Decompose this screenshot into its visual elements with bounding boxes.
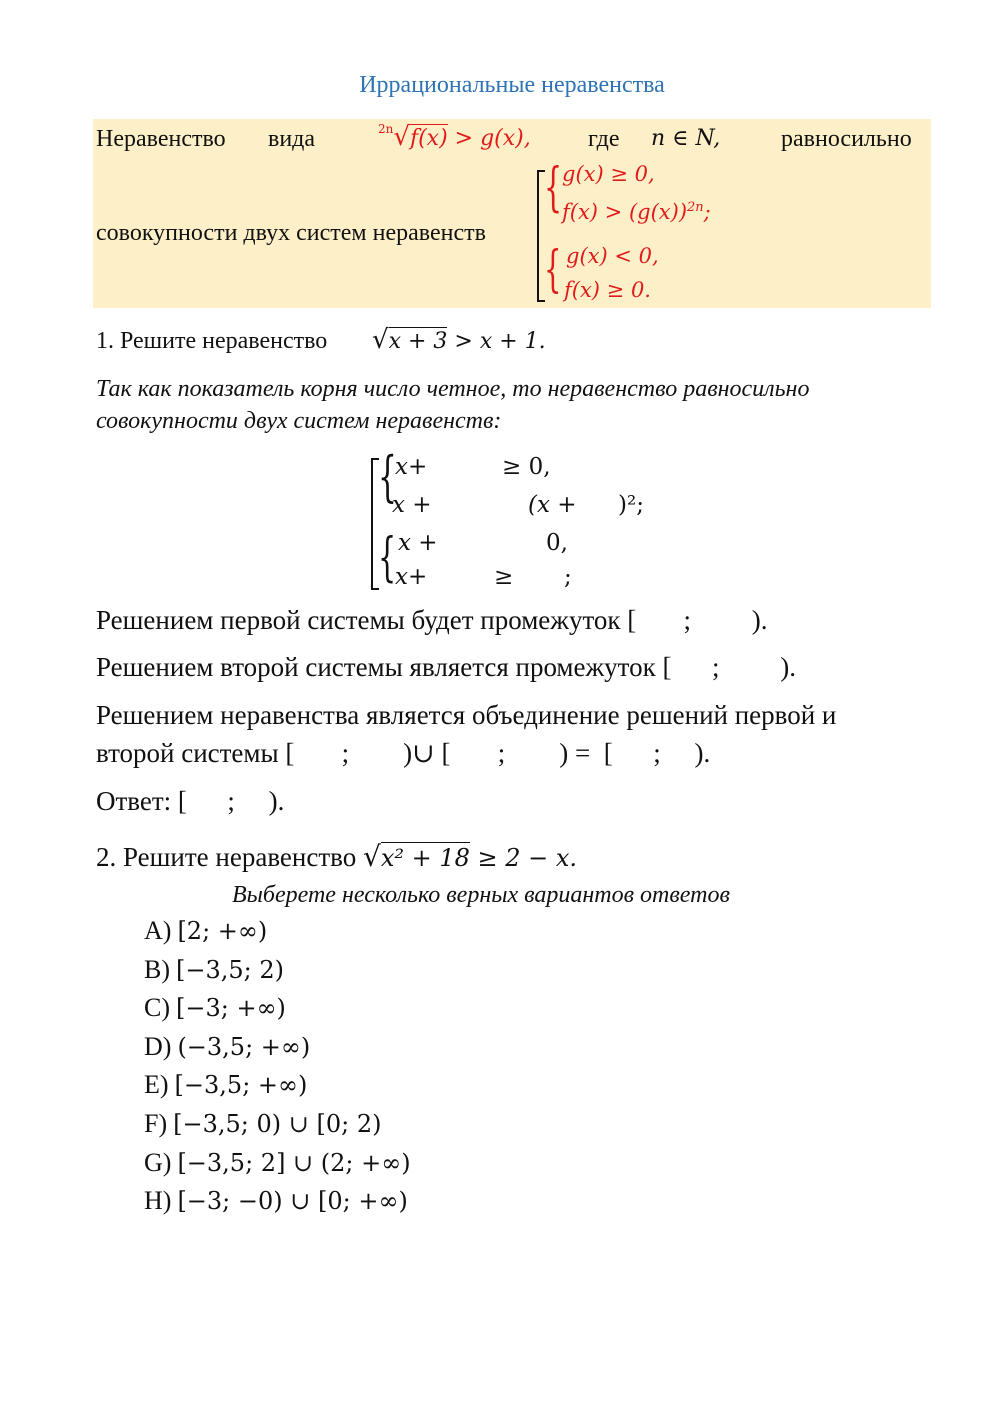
task2-prompt: 2. Решите неравенство	[96, 842, 363, 872]
task1-s1-b-2: (x +	[528, 492, 577, 518]
task1-s2-b-3: ;	[564, 564, 572, 590]
rule-sys1-b-end: ;	[703, 200, 711, 224]
rule-word-3: где	[588, 126, 620, 152]
task1-s2-b-1: x+	[395, 564, 428, 590]
answer-option-label: F)	[144, 1109, 168, 1138]
task1-solution-3-line2: второй системы [ ; )∪ [ ; ) = [ ; ).	[96, 738, 711, 768]
task2-radicand: x² + 18	[380, 844, 470, 872]
answer-option-label: B)	[144, 954, 170, 984]
answer-option[interactable]	[144, 993, 286, 1023]
task1-solution-1: Решением первой системы будет промежуток [ ; ).	[96, 605, 768, 635]
task2-heading	[96, 840, 577, 873]
root-index: 2n	[378, 121, 394, 136]
task1-s1-b-1: x +	[392, 492, 432, 518]
answer-option-value: [−3,5; 2] ∪ (2; +∞)	[177, 1148, 411, 1177]
task1-solution-3-line1: Решением неравенства является объединение решений первой и	[96, 700, 837, 730]
rule-word-1: Неравенство	[96, 126, 226, 152]
answer-option-label: H)	[144, 1186, 172, 1216]
task1-s2-b-2: ≥	[494, 564, 514, 590]
rule-word-2: вида	[268, 126, 316, 152]
task1-inequality	[372, 325, 546, 355]
answer-option-value: [−3,5; 2)	[176, 955, 284, 984]
answer-option-label: D)	[144, 1031, 172, 1061]
rule-radicand: f(x)	[409, 126, 448, 151]
answer-option-label: G)	[144, 1147, 172, 1177]
answer-option-value: (−3,5; +∞)	[177, 1032, 311, 1061]
task1-prompt: 1. Решите неравенство	[96, 328, 328, 354]
rule-sys1-b	[562, 200, 711, 224]
task1-s2-a-2: 0,	[546, 530, 568, 556]
answer-option-value: [−3; +∞)	[176, 994, 286, 1023]
task1-solution-2: Решением второй системы является промежуток [ ; ).	[96, 652, 796, 682]
answer-option-label: C)	[144, 993, 170, 1023]
answer-option-value: [−3; −0) ∪ [0; +∞)	[177, 1187, 408, 1216]
radical-sign: √	[393, 122, 410, 152]
task1-radicand: x + 3	[388, 329, 448, 354]
answer-option[interactable]	[144, 1032, 310, 1062]
task1-s1-a-2: ≥ 0,	[502, 454, 551, 480]
rule-sys1-b-exp: 2n	[687, 200, 704, 215]
rule-sys2-a: g(x) < 0,	[566, 244, 659, 268]
task1-brace-2: {	[378, 528, 397, 588]
task1-s1-a-1: x+	[395, 454, 428, 480]
task1-note-line2: совокупности двух систем неравенств:	[96, 408, 502, 434]
page-title: Иррациональные неравенства	[359, 72, 665, 98]
answer-option-label: E)	[144, 1070, 169, 1100]
rule-sys1-a: g(x) ≥ 0,	[562, 162, 655, 186]
task1-s1-b-3: )²;	[618, 492, 644, 518]
answer-option-value: [−3,5; +∞)	[174, 1071, 308, 1100]
rule-condition: n ∈ N,	[651, 126, 721, 151]
task1-brace-1: {	[378, 445, 397, 508]
answer-option[interactable]	[144, 1186, 408, 1216]
answer-option[interactable]	[144, 955, 284, 985]
answer-option[interactable]	[144, 1148, 411, 1178]
task2-instruction: Выберете несколько верных вариантов ответов	[232, 882, 730, 908]
rule-sys1-b-left: f(x) > (g(x))	[562, 200, 688, 224]
radical-sign: √	[362, 840, 381, 873]
answer-option-label: A)	[144, 916, 172, 945]
radical-sign: √	[372, 325, 389, 355]
task1-s2-a-1: x +	[398, 530, 438, 556]
rule-rhs: > g(x),	[447, 126, 531, 151]
task1-rhs: > x + 1.	[447, 329, 546, 354]
rule-brace-2: {	[544, 240, 562, 298]
task2-rhs: ≥ 2 − x.	[469, 844, 578, 872]
answer-option[interactable]	[144, 916, 267, 946]
answer-option-value: [2; +∞)	[177, 917, 268, 945]
rule-sys2-b: f(x) ≥ 0.	[564, 278, 651, 302]
task1-note-line1: Так как показатель корня число четное, то неравенство равносильно	[96, 376, 810, 402]
task1-answer: Ответ: [ ; ).	[96, 786, 285, 816]
answer-option[interactable]	[144, 1070, 307, 1100]
answer-option[interactable]	[144, 1109, 381, 1139]
rule-brace-1: {	[544, 158, 563, 218]
rule-inequality	[378, 122, 531, 152]
rule-word-4: равносильно	[781, 126, 912, 152]
rule-line-2: совокупности двух систем неравенств	[96, 220, 486, 246]
answer-option-value: [−3,5; 0) ∪ [0; 2)	[173, 1110, 382, 1138]
